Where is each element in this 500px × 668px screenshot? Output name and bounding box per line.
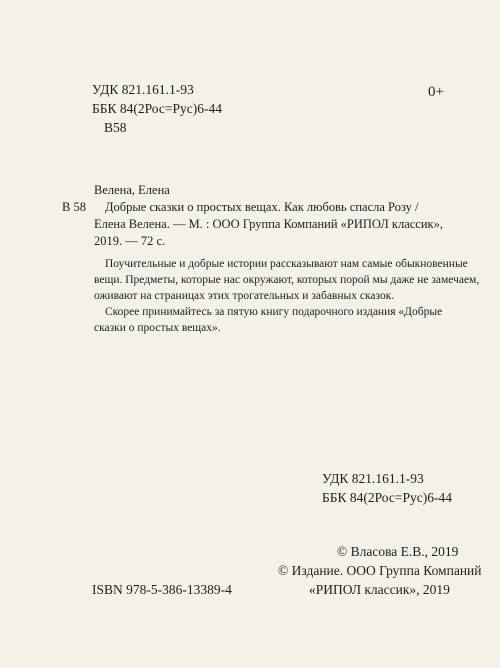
author-sign-top: В58 <box>104 120 127 135</box>
annotation-line-2: вещи. Предметы, которые нас окружают, которых порой мы даже не замечаем, <box>94 274 480 286</box>
copyright-publisher-line-2: «РИПОЛ классик», 2019 <box>309 582 450 597</box>
bbk-code-bottom: ББК 84(2Рос=Рус)6-44 <box>322 490 452 505</box>
copyright-author: © Власова Е.В., 2019 <box>337 544 459 559</box>
bibliographic-line-1: Добрые сказки о простых вещах. Как любовь спасла Розу / <box>105 200 419 214</box>
annotation-line-3: оживают на страницах этих трогательных и забавных сказок. <box>94 290 395 302</box>
bibliographic-line-2: Елена Велена. — М. : ООО Группа Компаний «РИПОЛ классик», <box>94 217 443 231</box>
annotation-line-5: сказки о простых вещах». <box>94 322 221 334</box>
bbk-code-top: ББК 84(2Рос=Рус)6-44 <box>92 101 222 116</box>
author-name: Велена, Елена <box>94 183 170 197</box>
udk-code-top: УДК 821.161.1-93 <box>92 82 194 97</box>
author-sign-index: В 58 <box>62 200 86 214</box>
isbn: ISBN 978-5-386-13389-4 <box>92 582 232 597</box>
bibliographic-line-3: 2019. — 72 с. <box>94 234 166 248</box>
age-rating: 0+ <box>428 84 444 100</box>
copyright-publisher-line-1: © Издание. ООО Группа Компаний <box>278 563 482 578</box>
annotation-line-1: Поучительные и добрые истории рассказывают нам самые обыкновенные <box>105 258 468 270</box>
udk-code-bottom: УДК 821.161.1-93 <box>322 471 424 486</box>
annotation-line-4: Скорее принимайтесь за пятую книгу подарочного издания «Добрые <box>105 306 443 318</box>
